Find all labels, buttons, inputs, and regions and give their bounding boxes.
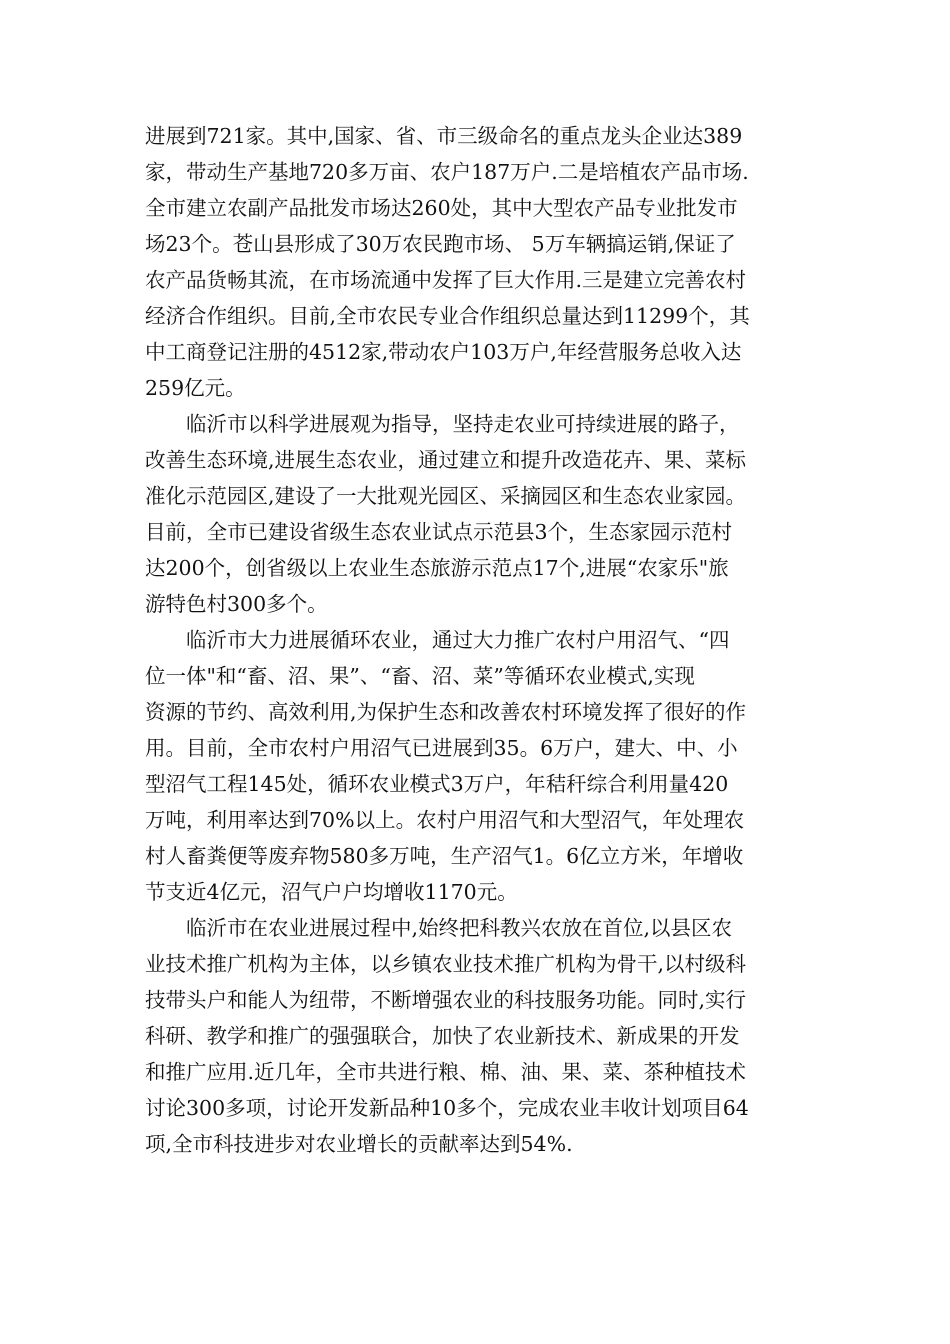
text-line: 准化示范园区,建设了一大批观光园区、采摘园区和生态农业家园。 xyxy=(145,484,747,508)
text-line: 用。目前，全市农村户用沼气已进展到35。6万户，建大、中、小 xyxy=(145,736,738,760)
text-line: 科研、教学和推广的强强联合，加快了农业新技术、新成果的开发 xyxy=(145,1024,740,1048)
text-line: 技带头户和能人为纽带，不断增强农业的科技服务功能。同时,实行 xyxy=(145,988,747,1012)
text-line: 农产品货畅其流，在市场流通中发挥了巨大作用.三是建立完善农村 xyxy=(145,268,747,292)
paragraph-4 xyxy=(145,910,815,1162)
text-line: 临沂市在农业进展过程中,始终把科教兴农放在首位,以县区农 xyxy=(186,916,733,940)
paragraph-3 xyxy=(145,622,815,910)
text-line: 型沼气工程145处，循环农业模式3万户，年秸秆综合利用量420 xyxy=(145,772,729,796)
text-line: 全市建立农副产品批发市场达260处，其中大型农产品专业批发市 xyxy=(145,196,738,220)
paragraph-2 xyxy=(145,406,815,622)
text-line: 目前，全市已建设省级生态农业试点示范县3个，生态家园示范村 xyxy=(145,520,733,544)
text-line: 259亿元。 xyxy=(145,376,246,400)
document-body xyxy=(145,118,815,1162)
text-line: 业技术推广机构为主体，以乡镇农业技术推广机构为骨干,以村级科 xyxy=(145,952,747,976)
text-line: 游特色村300多个。 xyxy=(145,592,328,616)
text-line: 万吨，利用率达到70%以上。农村户用沼气和大型沼气，年处理农 xyxy=(145,808,745,832)
text-line: 临沂市以科学进展观为指导，坚持走农业可持续进展的路子， xyxy=(186,412,740,436)
text-line: 项,全市科技进步对农业增长的贡献率达到54%. xyxy=(145,1132,573,1156)
text-line: 达200个，创省级以上农业生态旅游示范点17个,进展“农家乐"旅 xyxy=(145,556,729,580)
text-line: 临沂市大力进展循环农业，通过大力推广农村户用沼气、“四 xyxy=(186,628,730,652)
text-line: 讨论300多项，讨论开发新品种10多个，完成农业丰收计划项目64 xyxy=(145,1096,749,1120)
text-line: 位一体"和“畜、沼、果”、“畜、沼、菜”等循环农业模式,实现 xyxy=(145,664,695,688)
paragraph-1 xyxy=(145,118,815,406)
text-line: 中工商登记注册的4512家,带动农户103万户,年经营服务总收入达 xyxy=(145,340,742,364)
text-line: 节支近4亿元，沼气户户均增收1170元。 xyxy=(145,880,518,904)
text-line: 场23个。苍山县形成了30万农民跑市场、 5万车辆搞运销,保证了 xyxy=(145,232,736,256)
text-line: 经济合作组织。目前,全市农民专业合作组织总量达到11299个，其 xyxy=(145,304,750,328)
text-line: 家，带动生产基地720多万亩、农户187万户.二是培植农产品市场. xyxy=(145,160,749,184)
text-line: 和推广应用.近几年，全市共进行粮、棉、油、果、菜、茶种植技术 xyxy=(145,1060,747,1084)
text-line: 进展到721家。其中,国家、省、市三级命名的重点龙头企业达389 xyxy=(145,124,743,148)
text-line: 资源的节约、高效利用,为保护生态和改善农村环境发挥了很好的作 xyxy=(145,700,747,724)
text-line: 村人畜粪便等废弃物580多万吨，生产沼气1。6亿立方米，年增收 xyxy=(145,844,744,868)
text-line: 改善生态环境,进展生态农业，通过建立和提升改造花卉、果、菜标 xyxy=(145,448,747,472)
